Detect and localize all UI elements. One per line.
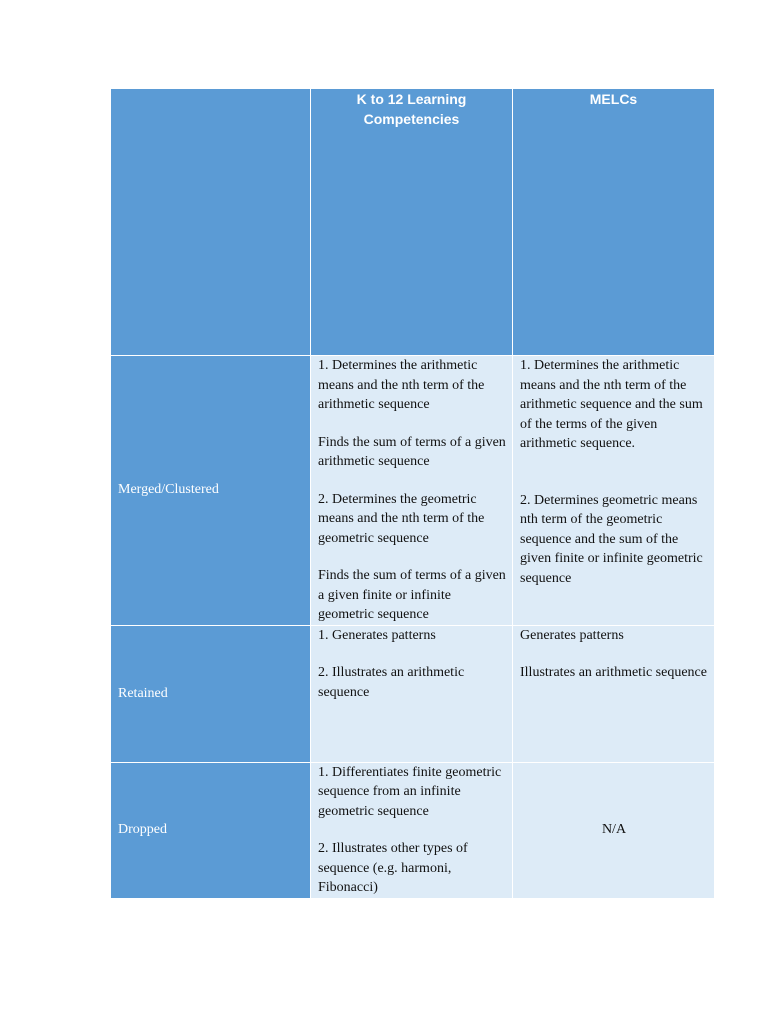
cell-paragraph: 2. Illustrates other types of sequence (e.g. harmoni, Fibonacci) — [318, 841, 468, 895]
row-label-dropped: Dropped — [111, 762, 311, 898]
k12-cell-merged — [311, 356, 513, 626]
melcs-cell-merged — [513, 356, 715, 626]
row-label-merged: Merged/Clustered — [111, 356, 311, 626]
melcs-cell-retained — [513, 625, 715, 762]
table-row — [111, 356, 715, 626]
cell-paragraph: 2. Illustrates an arithmetic sequence — [318, 665, 465, 700]
row-label-retained: Retained — [111, 625, 311, 762]
cell-paragraph: Finds the sum of terms of a given a given finite or infinite geometric sequence — [318, 568, 506, 622]
cell-paragraph: 1. Determines the arithmetic means and the nth term of the arithmetic sequence and the sum of the terms of the given arithmetic sequence. — [520, 358, 703, 451]
table-row — [111, 762, 715, 898]
cell-paragraph: Illustrates an arithmetic sequence — [520, 665, 707, 680]
cell-paragraph: 2. Determines the geometric means and the nth term of the geometric sequence — [318, 491, 485, 546]
table-header-row — [111, 89, 715, 356]
table-row — [111, 625, 715, 762]
cell-paragraph: 1. Determines the arithmetic means and the nth term of the arithmetic sequence — [318, 358, 485, 412]
melcs-cell-dropped: N/A — [513, 762, 715, 898]
cell-paragraph: 2. Determines geometric means nth term of the geometric sequence and the sum of the given finite or infinite geometric sequence — [520, 492, 703, 586]
competencies-table — [110, 88, 715, 899]
cell-paragraph: 1. Generates patterns — [318, 627, 436, 643]
cell-paragraph: Generates patterns — [520, 627, 624, 643]
cell-paragraph: 1. Differentiates finite geometric sequence from an infinite geometric sequence — [318, 764, 502, 819]
header-melcs: MELCs — [513, 89, 715, 356]
k12-cell-dropped — [311, 762, 513, 898]
cell-paragraph: Finds the sum of terms of a given arithmetic sequence — [318, 434, 506, 469]
k12-cell-retained — [311, 625, 513, 762]
header-empty-cell — [111, 89, 311, 356]
header-k12-competencies: K to 12 Learning Competencies — [311, 89, 513, 356]
